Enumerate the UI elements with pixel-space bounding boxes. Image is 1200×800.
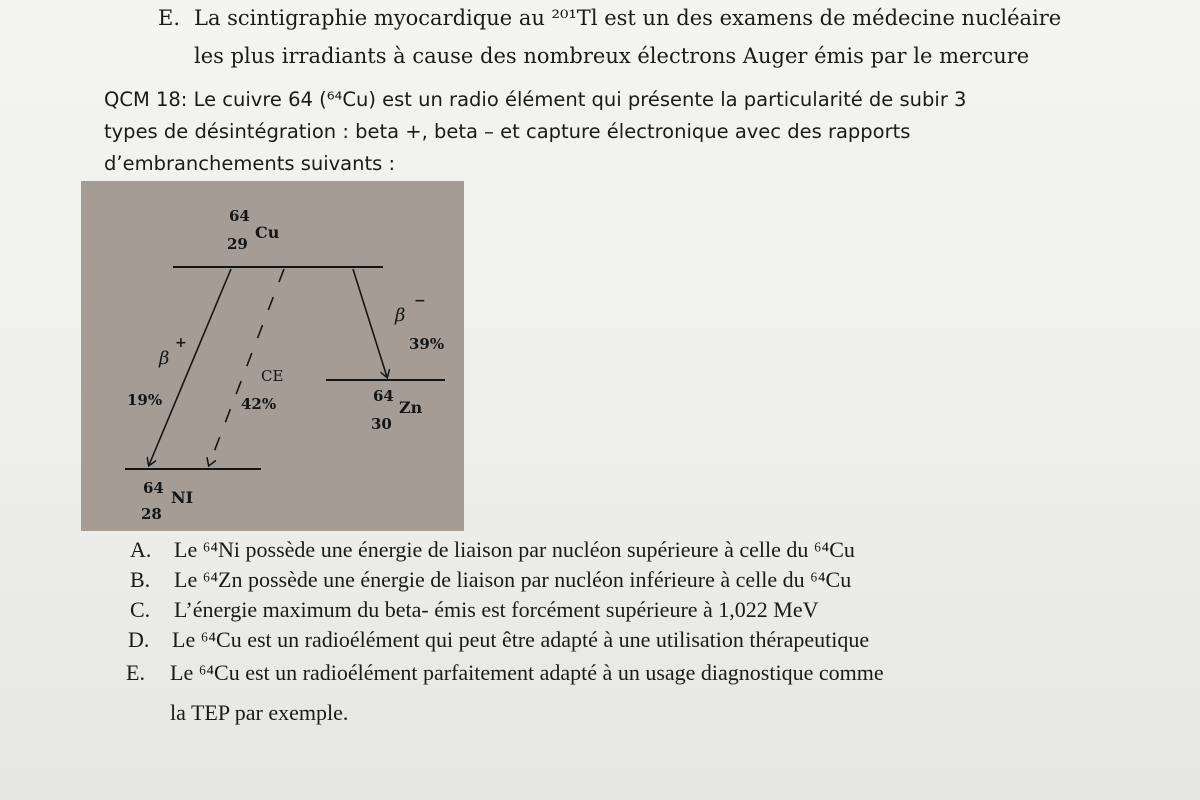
answer-c: [130, 597, 819, 623]
answer-e-text: Le ⁶⁴Cu est un radioélément parfaitement adapté à un usage diagnostique comme: [170, 660, 884, 685]
answer-b-letter: B.: [130, 567, 151, 592]
answer-d-text: Le ⁶⁴Cu est un radioélément qui peut être adapté à une utilisation thérapeutique: [172, 627, 870, 652]
answer-a-text: Le ⁶⁴Ni possède une énergie de liaison par nucléon supérieure à celle du ⁶⁴Cu: [174, 537, 855, 562]
answer-e-letter: E.: [126, 660, 145, 685]
question-line-1: QCM 18: Le cuivre 64 (⁶⁴Cu) est un radio élément qui présente la particularité de subir 3: [104, 88, 967, 111]
beta-plus-percent: 19%: [127, 391, 163, 409]
ni-symbol: NI: [171, 488, 194, 507]
previous-item-e-line1: La scintigraphie myocardique au ²⁰¹Tl est un des examens de médecine nucléaire: [194, 6, 1062, 30]
ni-mass-number: 64: [143, 479, 164, 497]
answer-b-text: Le ⁶⁴Zn possède une énergie de liaison par nucléon inférieure à celle du ⁶⁴Cu: [174, 567, 852, 592]
beta-minus-sign: −: [414, 293, 426, 309]
ec-percent: 42%: [241, 395, 277, 413]
ni-atomic-number: 28: [141, 505, 162, 523]
cu-mass-number: 64: [229, 207, 250, 225]
beta-plus-label: β: [159, 348, 170, 369]
beta-plus-sign: +: [175, 335, 187, 351]
beta-minus-arrow: [353, 269, 387, 377]
decay-scheme-diagram: [81, 181, 464, 531]
zn-atomic-number: 30: [371, 415, 392, 433]
answer-c-letter: C.: [130, 597, 151, 622]
cu-symbol: Cu: [255, 223, 280, 242]
ec-label: CE: [261, 367, 284, 385]
answer-d-letter: D.: [128, 627, 150, 652]
decay-scheme-svg: [81, 181, 464, 531]
beta-minus-label: β: [395, 305, 406, 326]
zn-mass-number: 64: [373, 387, 394, 405]
previous-item-e-line2: les plus irradiants à cause des nombreux électrons Auger émis par le mercure: [194, 44, 1030, 68]
zn-symbol: Zn: [399, 398, 423, 417]
answer-a-letter: A.: [130, 537, 152, 562]
answer-c-text: L’énergie maximum du beta- émis est forcément supérieure à 1,022 MeV: [174, 597, 819, 622]
answer-a: [130, 537, 855, 563]
previous-item-e-letter: E.: [158, 6, 181, 30]
previous-item-e: [158, 6, 1061, 30]
question-line-2: types de désintégration : beta +, beta – et capture électronique avec des rapports: [104, 120, 911, 143]
answer-b: [130, 567, 851, 593]
beta-minus-percent: 39%: [409, 335, 445, 353]
answer-e: [126, 660, 884, 686]
question-line-3: d’embranchements suivants :: [104, 152, 396, 175]
cu-atomic-number: 29: [227, 235, 248, 253]
answer-d: [128, 627, 869, 653]
answer-e-continuation: la TEP par exemple.: [170, 700, 349, 725]
